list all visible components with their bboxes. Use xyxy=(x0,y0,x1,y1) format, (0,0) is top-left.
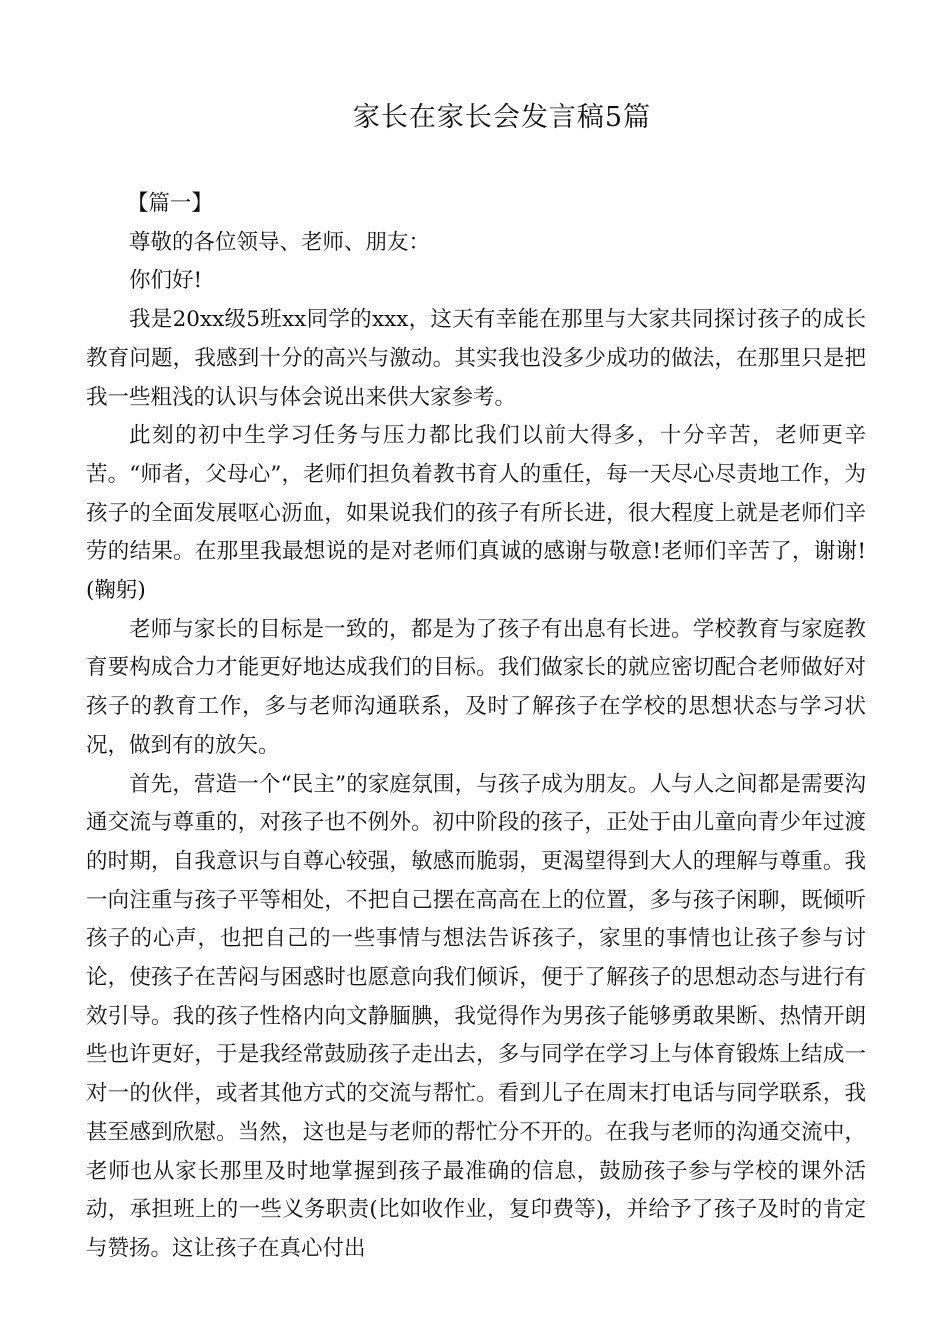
paragraph: 此刻的初中生学习任务与压力都比我们以前大得多，十分辛苦，老师更辛苦。“师者，父母心”，老师们担负着教书育人的重任，每一天尽心尽责地工作，为孩子的全面发展呕心沥血，如果说我们的孩子有所长进，很大程度上就是老师们辛劳的结果。在那里我最想说的是对老师们真诚的感谢与敬意!老师们辛苦了，谢谢!(鞠躬) xyxy=(86,423,866,604)
document-title: 家长在家长会发言稿5篇 xyxy=(352,102,652,133)
paragraph: 我是20xx级5班xx同学的xxx，这天有幸能在那里与大家共同探讨孩子的成长教育问题，我感到十分的高兴与激动。其实我也没多少成功的做法，在那里只是把我一些粗浅的认识与体会说出来供大家参考。 xyxy=(86,307,866,410)
salutation: 尊敬的各位领导、老师、朋友： xyxy=(129,229,431,255)
section-heading: 【篇一】 xyxy=(126,191,213,216)
greeting: 你们好! xyxy=(129,268,203,294)
document-body xyxy=(86,185,866,1269)
paragraph: 老师与家长的目标是一致的，都是为了孩子有出息有长进。学校教育与家庭教育要构成合力才能更好地达成我们的目标。我们做家长的就应密切配合老师做好对孩子的教育工作，多与老师沟通联系，及时了解孩子在学校的思想状态与学习状况，做到有的放矢。 xyxy=(86,616,866,758)
paragraph: 首先，营造一个“民主”的家庭氛围，与孩子成为朋友。人与人之间都是需要沟通交流与尊重的，对孩子也不例外。初中阶段的孩子，正处于由儿童向青少年过渡的时期，自我意识与自尊心较强，敏感而脆弱，更渴望得到大人的理解与尊重。我一向注重与孩子平等相处，不把自己摆在高高在上的位置，多与孩子闲聊，既倾听孩子的心声，也把自己的一些事情与想法告诉孩子，家里的事情也让孩子参与讨论，使孩子在苦闷与困惑时也愿意向我们倾诉，便于了解孩子的思想动态与进行有效引导。我的孩子性格内向文静腼腆，我觉得作为男孩子能够勇敢果断、热情开朗些也许更好，于是我经常鼓励孩子走出去，多与同学在学习上与体育锻炼上结成一对一的伙伴，或者其他方式的交流与帮忙。看到儿子在周末打电话与同学联系，我甚至感到欣慰。当然，这也是与老师的帮忙分不开的。在我与老师的沟通交流中，老师也从家长那里及时地掌握到孩子最准确的信息，鼓励孩子参与学校的课外活动，承担班上的一些义务职责(比如收作业，复印费等)，并给予了孩子及时的肯定与赞扬。这让孩子在真心付出 xyxy=(86,771,866,1261)
